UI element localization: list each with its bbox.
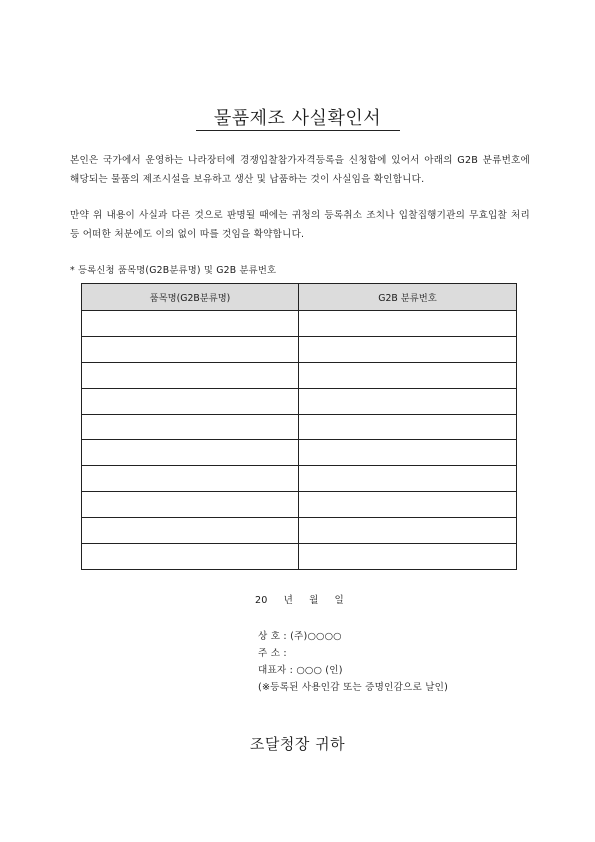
item-name-cell[interactable] (82, 518, 299, 544)
table-row (82, 336, 517, 362)
date-month-label: 월 (309, 595, 319, 606)
confirmation-paragraph: 본인은 국가에서 운영하는 나라장터에 경쟁입찰참가자격등록을 신청함에 있어서 아래의 G2B 분류번호에 해당되는 물품의 제조시설을 보유하고 생산 및 납품하는 것이 사실임을 확인합니다. (70, 155, 530, 185)
table-row (82, 362, 517, 388)
representative-line: 대표자 : ○○○ (인) (258, 665, 343, 676)
title-underline (196, 130, 400, 131)
addressee: 조달청장 귀하 (249, 735, 346, 753)
column-header-item-name: 품목명(G2B분류명) (82, 284, 299, 311)
date-year-prefix: 20 (255, 595, 268, 606)
item-name-cell[interactable] (82, 311, 299, 337)
table-row (82, 492, 517, 518)
item-name-cell[interactable] (82, 440, 299, 466)
item-name-cell[interactable] (82, 466, 299, 492)
g2b-number-cell[interactable] (299, 388, 517, 414)
table-row (82, 544, 517, 570)
g2b-number-cell[interactable] (299, 544, 517, 570)
pledge-paragraph: 만약 위 내용이 사실과 다른 것으로 판명될 때에는 귀청의 등록취소 조치나 입찰집행기관의 무효입찰 처리 등 어떠한 처분에도 이의 없이 따를 것임을 확약합니다. (70, 210, 530, 240)
g2b-number-cell[interactable] (299, 492, 517, 518)
g2b-number-cell[interactable] (299, 466, 517, 492)
date-day-label: 일 (334, 595, 345, 606)
item-name-cell[interactable] (82, 492, 299, 518)
table-row (82, 440, 517, 466)
table-row (82, 518, 517, 544)
date-line (255, 592, 360, 606)
g2b-number-cell[interactable] (299, 336, 517, 362)
company-name-line: 상 호 : (주)○○○○ (258, 631, 342, 642)
table-row (82, 466, 517, 492)
g2b-number-cell[interactable] (299, 518, 517, 544)
g2b-number-cell[interactable] (299, 440, 517, 466)
table-header-row (82, 284, 517, 311)
item-name-cell[interactable] (82, 414, 299, 440)
address-line: 주 소 : (258, 648, 287, 659)
item-name-cell[interactable] (82, 336, 299, 362)
table-row (82, 414, 517, 440)
table-row (82, 388, 517, 414)
seal-note: (※등록된 사용인감 또는 증명인감으로 날인) (258, 682, 449, 693)
g2b-number-cell[interactable] (299, 362, 517, 388)
g2b-number-cell[interactable] (299, 311, 517, 337)
item-name-cell[interactable] (82, 388, 299, 414)
date-year-label: 년 (283, 595, 294, 606)
item-section-label: * 등록신청 품목명(G2B분류명) 및 G2B 분류번호 (70, 265, 277, 276)
column-header-g2b-number: G2B 분류번호 (299, 284, 517, 311)
table-row (82, 311, 517, 337)
document-title: 물품제조 사실확인서 (213, 108, 382, 129)
item-name-cell[interactable] (82, 544, 299, 570)
g2b-number-cell[interactable] (299, 414, 517, 440)
item-name-cell[interactable] (82, 362, 299, 388)
item-table (81, 283, 517, 570)
